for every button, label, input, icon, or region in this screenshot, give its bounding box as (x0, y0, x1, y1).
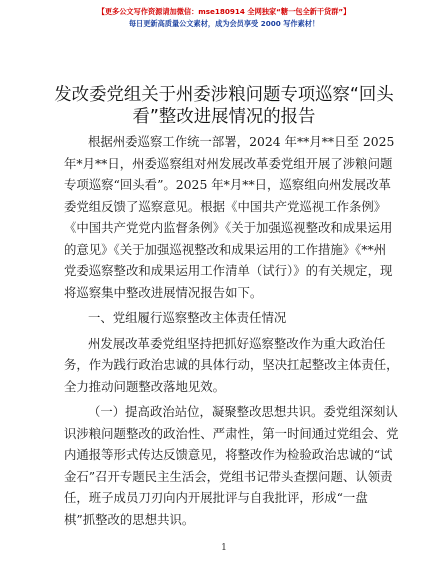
text-line: 内通报等形式传达反馈意见，将整改作为检验政治忠诚的“试 (64, 447, 393, 462)
text-line: 识涉粮问题整改的政治性、严肃性，第一时间通过党组会、党 (64, 425, 399, 441)
document-title-line-2: 看”整改进展情况的报告 (132, 107, 316, 127)
text-line: 《中国共产党党内监督条例》《关于加强巡视整改和成果运用 (64, 220, 393, 235)
document-body (64, 131, 399, 530)
page-number: 1 (221, 543, 227, 553)
text-line: 将巡察集中整改进展情况报告如下。 (64, 284, 263, 300)
text-line: 棋”抓整改的思想共识。 (64, 511, 195, 527)
text-line: 的意见》《关于加强巡视整改和成果运用的工作措施》《**州 (64, 241, 387, 257)
section-heading-text: 一、党组履行巡察整改主体责任情况 (88, 310, 287, 325)
text-line: 州发展改革委党组坚持把抓好巡察整改作为重大政治任 (88, 335, 386, 351)
text-line: 全力推动问题整改落地见效。 (64, 378, 226, 394)
text-line: 根据州委巡察工作统一部署，2024 年**月**日至 2025 (88, 134, 395, 149)
paragraph-section-1 (64, 333, 399, 398)
promo-banner-line-1: 【更多公文写作资源请加微信：mse180914 全网独家“糖一包全新干货群”】 (97, 7, 351, 16)
paragraph-intro (64, 131, 395, 303)
text-line: 金石”召开专题民主生活会，党组书记带头查摆问题、认领责 (64, 468, 393, 484)
text-line: 党委巡察整改和成果运用工作清单（试行）》的有关规定，现 (64, 263, 393, 278)
text-line: 年*月**日，州委巡察组对州发展改革委党组开展了涉粮问题 (64, 155, 393, 171)
text-line: 务，作为践行政治忠诚的具体行动，坚决扛起整改主体责任， (64, 357, 399, 372)
document-title (40, 84, 408, 128)
text-line: （一）提高政治站位，凝聚整改思想共识。委党组深刻认 (88, 404, 398, 419)
text-line: 任，班子成员刀刃向内开展批评与自我批评，形成“一盘 (64, 490, 368, 505)
text-line: 委党组反馈了巡察意见。根据《中国共产党巡视工作条例》 (64, 198, 387, 214)
promo-banner-line-2: 每日更新高质量公文素材，成为会员享受 2000 写作素材！ (128, 19, 320, 28)
section-heading-1 (64, 307, 386, 329)
promo-banner (0, 6, 448, 30)
text-line: 专项巡察“回头看”。2025 年*月**日，巡察组向州发展改革 (64, 177, 391, 192)
paragraph-subsection-1 (64, 401, 399, 530)
document-title-line-1: 发改委党组关于州委涉粮问题专项巡察“回头 (54, 85, 394, 105)
